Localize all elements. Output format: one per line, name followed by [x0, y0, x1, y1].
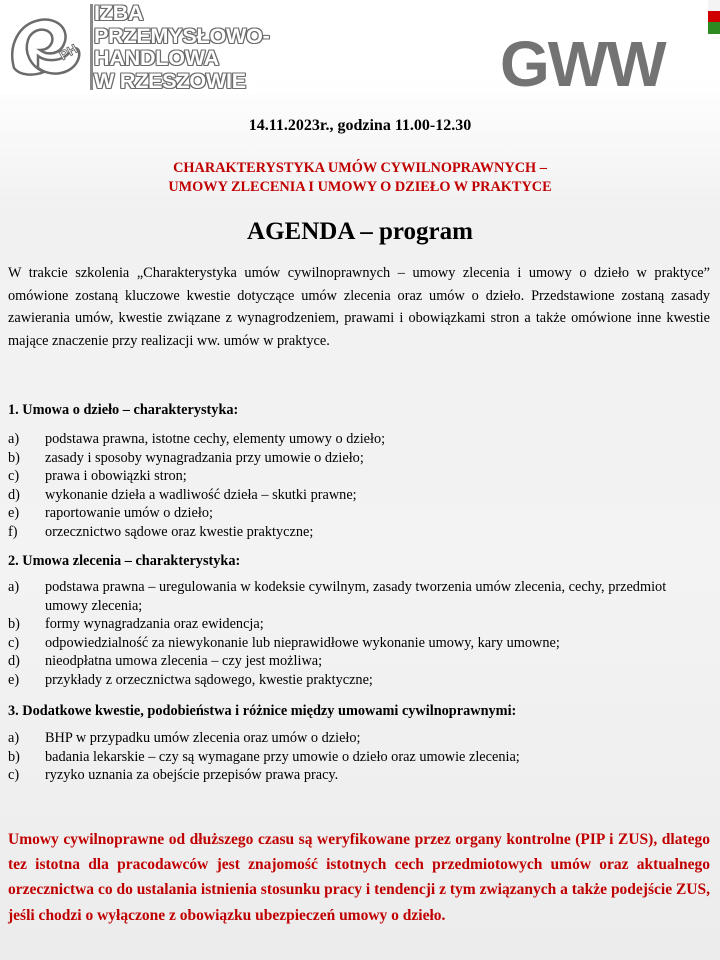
list-item: [8, 430, 710, 449]
list-item-text: ryzyko uznania za obejście przepisów prawa pracy.: [45, 767, 339, 784]
intro-paragraph: W trakcie szkolenia „Charakterystyka umów cywilnoprawnych – umowy zlecenia i umowy o dzieło w praktyce” omówione zostaną kluczowe kwestie dotyczące umów zlecenia oraz umów o dzieło. Przedstawione zostaną zasady zawierania umów, kwestie związane z wynagrodzeniem, prawami i obowiązkami stron a także omówione inne kwestie mające znaczenie przy realizacji ww. umów w praktyce.: [8, 265, 710, 349]
list-marker: e): [8, 505, 20, 522]
list-item-text: przykłady z orzecznictwa sądowego, kwestie praktyczne;: [45, 671, 373, 688]
chamber-name-line-4: W RZESZOWIE: [94, 68, 246, 93]
chamber-name-line-2: PRZEMYSŁOWO-: [94, 23, 270, 48]
list-item: [8, 766, 710, 785]
list-item-text: nieodpłatna umowa zlecenia – czy jest możliwa;: [45, 653, 323, 670]
section-3-list: [8, 729, 710, 785]
list-item: [8, 578, 710, 615]
list-marker: e): [8, 671, 20, 688]
event-date: 14.11.2023r., godzina 11.00-12.30: [248, 117, 472, 134]
list-item-text: BHP w przypadku umów zlecenia oraz umów o dzieło;: [45, 730, 361, 746]
list-item-text: podstawa prawna – uregulowania w kodeksie cywilnym, zasady tworzenia umów zlecenia, cechy, przedmiot umowy zlecenia;: [45, 579, 667, 614]
list-item: [8, 748, 710, 767]
list-item-text: zasady i sposoby wynagradzania przy umowie o dzieło;: [45, 449, 364, 466]
list-item: [8, 467, 710, 486]
chamber-name-line-3: HANDLOWA: [94, 46, 219, 70]
list-marker: c): [8, 468, 20, 485]
section-1-list: [8, 430, 710, 542]
list-marker: f): [8, 523, 18, 540]
list-item: [8, 671, 710, 690]
list-marker: c): [8, 634, 20, 651]
closing-note: Umowy cywilnoprawne od dłuższego czasu są weryfikowane przez organy kontrolne (PIP i ZUS), dlatego tez istotna dla pracodawców jest znajomość istotnych cech przedmiotowych umów oraz aktualnego orzecznictwa co do ustalania istnienia stosunku pracy i tendencji z tym związanych a także podejście ZUS, jeśli chodzi o wyłączone z obowiązku ubezpieczeń umowy o dzieło.: [8, 831, 710, 924]
chamber-name: [94, 2, 270, 92]
list-item-text: raportowanie umów o dzieło;: [45, 505, 213, 522]
list-marker: b): [8, 616, 20, 633]
list-item: [8, 652, 710, 671]
list-marker: b): [8, 449, 20, 466]
list-marker: a): [8, 579, 20, 595]
flag-white-stripe: [708, 0, 720, 11]
list-item-text: formy wynagradzania oraz ewidencja;: [45, 616, 264, 633]
list-item: [8, 729, 710, 748]
flag-green-stripe: [708, 22, 720, 34]
list-item-text: wykonanie dzieła a wadliwość dzieła – skutki prawne;: [45, 486, 357, 503]
list-item-text: badania lekarskie – czy są wymagane przy umowie o dzieło oraz umowie zlecenia;: [45, 748, 520, 765]
chamber-name-line-1: IZBA: [94, 1, 144, 25]
list-item: [8, 504, 710, 523]
training-title-line-2: UMOWY ZLECENIA I UMOWY O DZIEŁO W PRAKTYCE: [168, 179, 552, 195]
list-item: [8, 449, 710, 468]
section-3-title: 3. Dodatkowe kwestie, podobieństwa i różnice między umowami cywilnoprawnymi:: [8, 703, 517, 719]
section-2-title: 2. Umowa zlecenia – charakterystyka:: [8, 553, 241, 569]
list-marker: d): [8, 486, 20, 503]
list-marker: a): [8, 730, 20, 746]
list-item-text: orzecznictwo sądowe oraz kwestie praktyczne;: [45, 523, 314, 540]
list-item-text: podstawa prawna, istotne cechy, elementy umowy o dzieło;: [45, 431, 386, 447]
list-marker: c): [8, 767, 20, 784]
training-title-line-1: CHARAKTERYSTYKA UMÓW CYWILNOPRAWNYCH –: [173, 160, 547, 176]
list-item-text: odpowiedzialność za niewykonanie lub nieprawidłowe wykonanie umowy, kary umowne;: [45, 634, 560, 651]
chamber-logo: [0, 0, 270, 94]
list-marker: b): [8, 748, 20, 765]
list-item: [8, 523, 710, 542]
logo-divider: [90, 4, 93, 90]
list-item-text: prawa i obowiązki stron;: [45, 468, 187, 485]
list-marker: d): [8, 653, 20, 670]
chamber-emblem-icon: [4, 6, 88, 90]
section-2-list: [8, 578, 710, 690]
agenda-heading: AGENDA – program: [247, 218, 473, 245]
training-title: [0, 159, 720, 197]
list-marker: a): [8, 431, 20, 447]
list-item: [8, 634, 710, 653]
gww-logo: GWW: [500, 28, 665, 100]
list-item: [8, 615, 710, 634]
emblem-mark-text: PH: [56, 41, 80, 64]
list-item: [8, 486, 710, 505]
section-1-title: 1. Umowa o dzieło – charakterystyka:: [8, 402, 239, 418]
flag-stripe: [708, 0, 720, 34]
flag-red-stripe: [708, 11, 720, 22]
